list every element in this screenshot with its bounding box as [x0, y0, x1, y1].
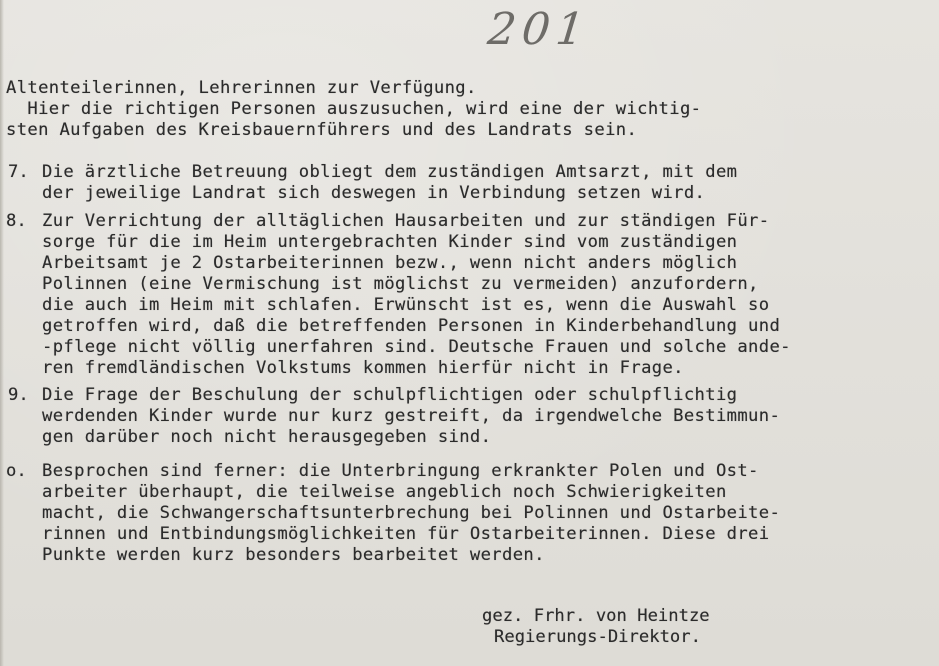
item-line: Arbeitsamt je 2 Ostarbeiterinnen bezw., wenn nicht anders möglich	[42, 253, 738, 273]
item-line: sorge für die im Heim untergebrachten Kinder sind vom zuständigen	[42, 232, 738, 252]
intro-line: Hier die richtigen Personen auszusuchen, wird eine der wichtig-	[6, 99, 702, 119]
item-line: Zur Verrichtung der alltäglichen Hausarbeiten und zur ständigen Für-	[42, 211, 770, 231]
item-line: Besprochen sind ferner: die Unterbringung erkrankter Polen und Ost-	[42, 461, 759, 481]
signature-name: gez. Frhr. von Heintze	[482, 606, 710, 626]
item-line: getroffen wird, daß die betreffenden Personen in Kinderbehandlung und	[42, 316, 781, 336]
item-line: werdenden Kinder wurde nur kurz gestreift, da irgendwelche Bestimmun-	[42, 406, 781, 426]
item-line: der jeweilige Landrat sich deswegen in Verbindung setzen wird.	[42, 183, 706, 203]
intro-line: Altenteilerinnen, Lehrerinnen zur Verfügung.	[6, 78, 477, 98]
item-line: gen darüber noch nicht herausgegeben sind.	[42, 427, 492, 447]
item-line: ren fremdländischen Volkstums kommen hierfür nicht in Frage.	[42, 358, 684, 378]
item-line: Punkte werden kurz besonders bearbeitet werden.	[42, 545, 545, 565]
item-number: 7.	[8, 162, 29, 182]
page-edge-shadow	[0, 0, 4, 666]
item-number: o.	[6, 461, 27, 481]
item-line: Die Frage der Beschulung der schulpflichtigen oder schulpflichtig	[42, 385, 738, 405]
item-line: die auch im Heim mit schlafen. Erwünscht ist es, wenn die Auswahl so	[42, 295, 770, 315]
item-line: Die ärztliche Betreuung obliegt dem zuständigen Amtsarzt, mit dem	[42, 162, 738, 182]
item-number: 8.	[6, 211, 27, 231]
item-line: -pflege nicht völlig unerfahren sind. Deutsche Frauen und solche ande-	[42, 337, 791, 357]
item-line: macht, die Schwangerschaftsunterbrechung bei Polinnen und Ostarbeite-	[42, 503, 781, 523]
intro-line: sten Aufgaben des Kreisbauernführers und des Landrats sein.	[6, 120, 638, 140]
item-number: 9.	[8, 385, 29, 405]
signature-title: Regierungs-Direktor.	[494, 627, 701, 647]
item-line: rinnen und Entbindungsmöglichkeiten für Ostarbeiterinnen. Diese drei	[42, 524, 770, 544]
handwritten-page-number: 201	[485, 4, 593, 55]
item-line: Polinnen (eine Vermischung ist möglichst zu vermeiden) anzufordern,	[42, 274, 759, 294]
item-line: arbeiter überhaupt, die teilweise angeblich noch Schwierigkeiten	[42, 482, 727, 502]
